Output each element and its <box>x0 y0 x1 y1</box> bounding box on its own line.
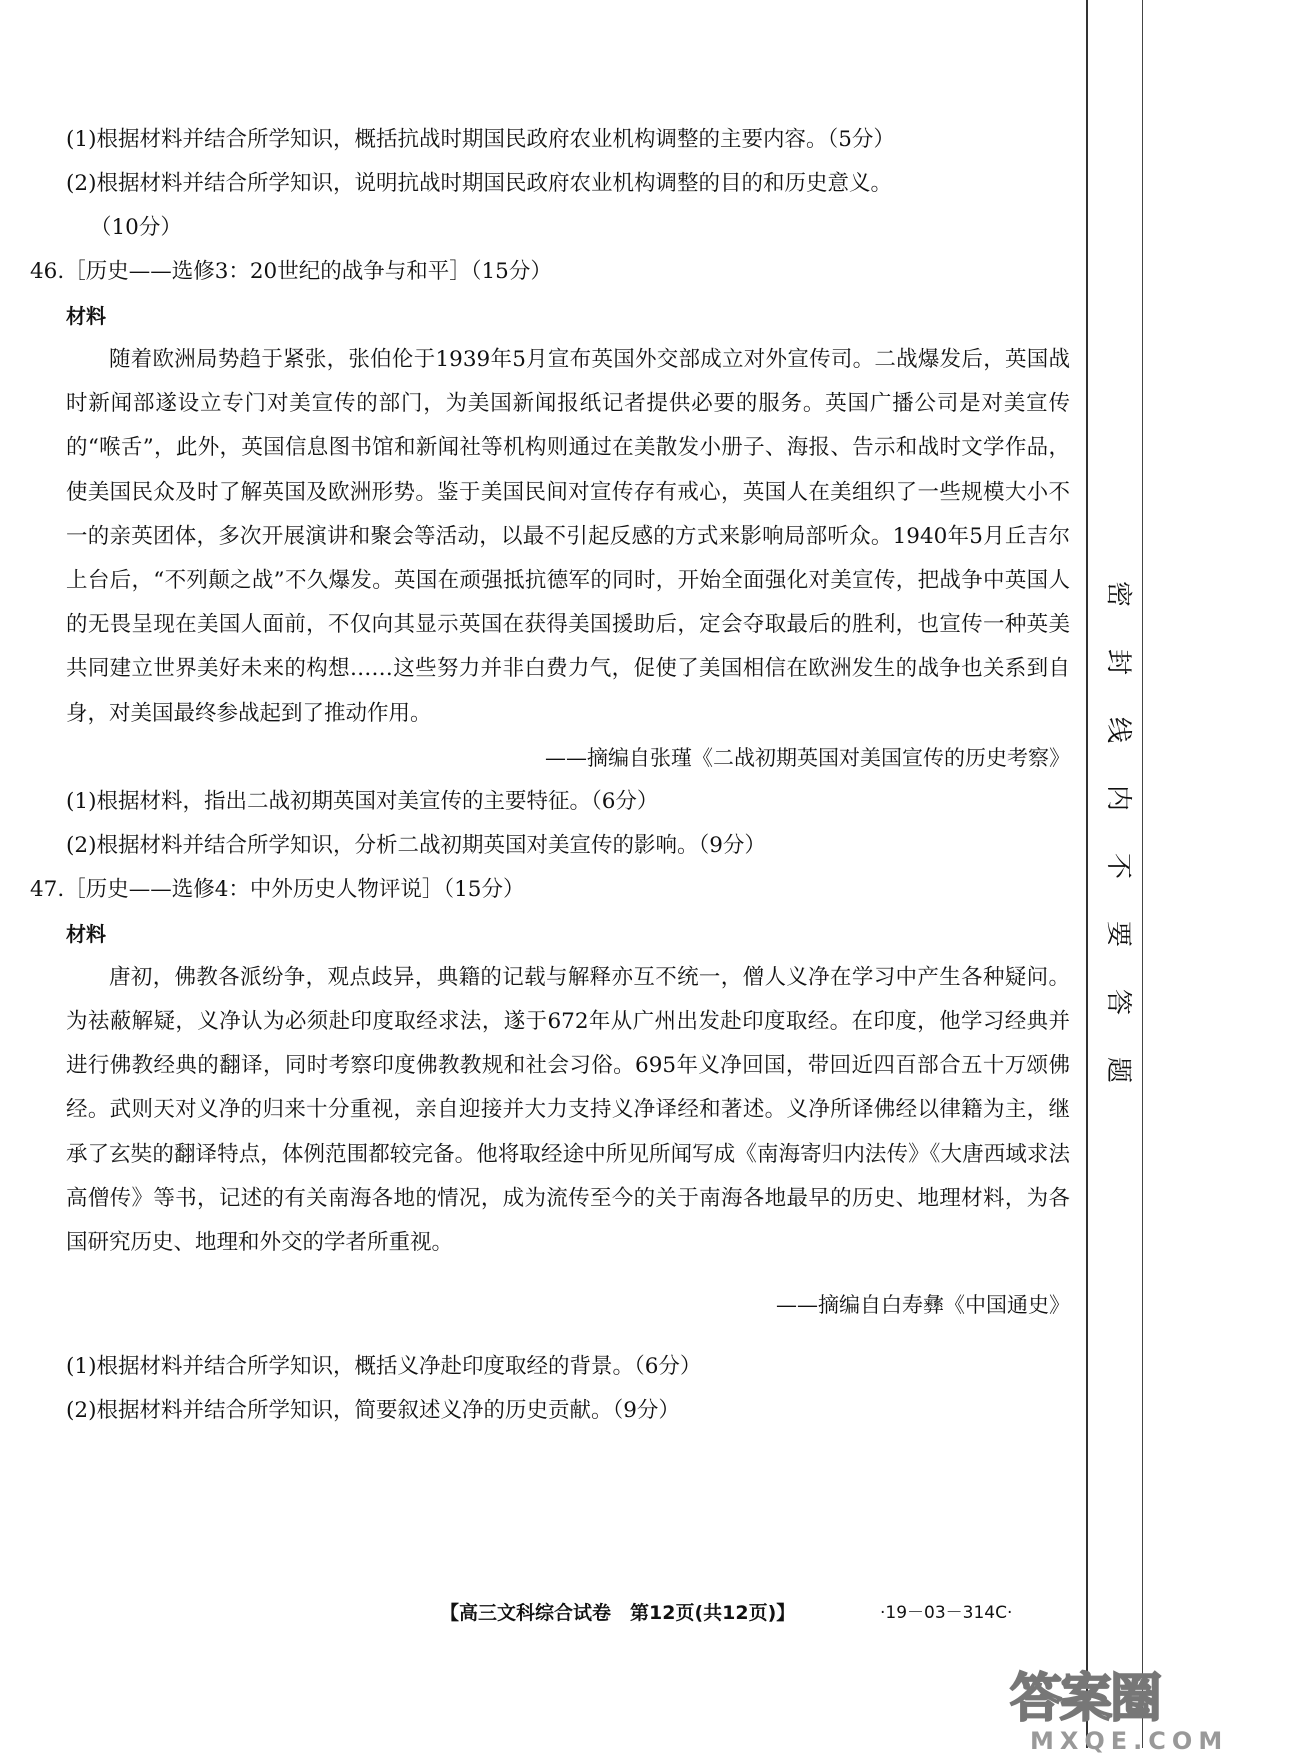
seal-line-notice <box>1098 560 1138 1104</box>
q45-subquestion-2: (2)根据材料并结合所学知识，说明抗战时期国民政府农业机构调整的目的和历史意义。 <box>66 171 892 196</box>
q45-subquestion-1: (1)根据材料并结合所学知识，概括抗战时期国民政府农业机构调整的主要内容。（5分） <box>66 127 895 152</box>
footer-code: ·19－03－314C· <box>880 1603 1013 1623</box>
seal-char: 封 <box>1103 648 1133 675</box>
seal-char: 要 <box>1103 920 1133 947</box>
seal-char: 答 <box>1103 988 1133 1015</box>
seal-char: 内 <box>1103 784 1133 811</box>
footer-title: 【高三文科综合试卷 第12页(共12页)】 <box>440 1602 796 1624</box>
page-content <box>30 118 1070 1433</box>
q46-material-paragraph: 随着欧洲局势趋于紧张，张伯伦于1939年5月宣布英国外交部成立对外宣传司。二战爆发后，英国战时新闻部遂设立专门对美宣传的部门，为美国新闻报纸记者提供必要的服务。英国广播公司是对美宣传的“喉舌”，此外，英国信息图书馆和新闻社等机构则通过在美散发小册子、海报、告示和战时文学作品，使美国民众及时了解英国及欧洲形势。鉴于美国民间对宣传存有戒心，英国人在美组织了一些规模大小不一的亲英团体，多次开展演讲和聚会等活动，以最不引起反感的方式来影响局部听众。1940年5月丘吉尔上台后，“不列颠之战”不久爆发。英国在顽强抵抗德军的同时，开始全面强化对美宣传，把战争中英国人的无畏呈现在美国人面前，不仅向其显示英国在获得美国援助后，定会夺取最后的胜利，也宣传一种英美共同建立世界美好未来的构想……这些努力并非白费力气，促使了美国相信在欧洲发生的战争也关系到自身，对美国最终参战起到了推动作用。 <box>66 347 1070 726</box>
q46-subquestion-1: (1)根据材料，指出二战初期英国对美宣传的主要特征。（6分） <box>66 788 659 814</box>
seal-char: 密 <box>1103 580 1133 607</box>
q47-material-paragraph: 唐初，佛教各派纷争，观点歧异，典籍的记载与解释亦互不统一，僧人义净在学习中产生各种疑问。为祛蔽解疑，义净认为必须赴印度取经求法，遂于672年从广州出发赴印度取经。在印度，他学习经典并进行佛教经典的翻译，同时考察印度佛教教规和社会习俗。695年义净回国，带回近四百部合五十万颂佛经。武则天对义净的归来十分重视，亲自迎接并大力支持义净译经和著述。义净所译佛经以律籍为主，继承了玄奘的翻译特点，体例范围都较完备。他将取经途中所见所闻写成《南海寄归内法传》《大唐西域求法高僧传》等书，记述的有关南海各地的情况，成为流传至今的关于南海各地最早的历史、地理材料，为各国研究历史、地理和外交的学者所重视。 <box>66 964 1070 1256</box>
q47-material-label: 材料 <box>66 921 106 946</box>
spacer <box>30 1327 1045 1345</box>
seal-char: 不 <box>1103 852 1133 879</box>
q47-subquestion-2: (2)根据材料并结合所学知识，简要叙述义净的历史贡献。（9分） <box>66 1398 680 1424</box>
watermark-domain-text: MXQE.COM <box>1030 1727 1229 1755</box>
q46-heading: 46.［历史——选修3：20世纪的战争与和平］（15分） <box>30 259 552 284</box>
q46-material-label: 材料 <box>66 304 106 328</box>
seal-char: 线 <box>1103 716 1133 743</box>
seal-char: 题 <box>1103 1056 1133 1083</box>
q46-subquestion-2: (2)根据材料并结合所学知识，分析二战初期英国对美宣传的影响。（9分） <box>66 832 766 858</box>
q47-source: ——摘编自白寿彝《中国通史》 <box>776 1293 1070 1318</box>
watermark-main-text: 答案圈 <box>1010 1669 1161 1729</box>
watermark-logo <box>1010 1670 1228 1754</box>
spacer <box>30 1265 1045 1283</box>
q45-subquestion-2-points: （10分） <box>90 215 182 240</box>
q47-subquestion-1: (1)根据材料并结合所学知识，概括义净赴印度取经的背景。（6分） <box>66 1354 702 1380</box>
q47-heading: 47.［历史——选修4：中外历史人物评说］（15分） <box>30 876 525 902</box>
q46-source: ——摘编自张瑾《二战初期英国对美国宣传的历史考察》 <box>545 745 1070 770</box>
